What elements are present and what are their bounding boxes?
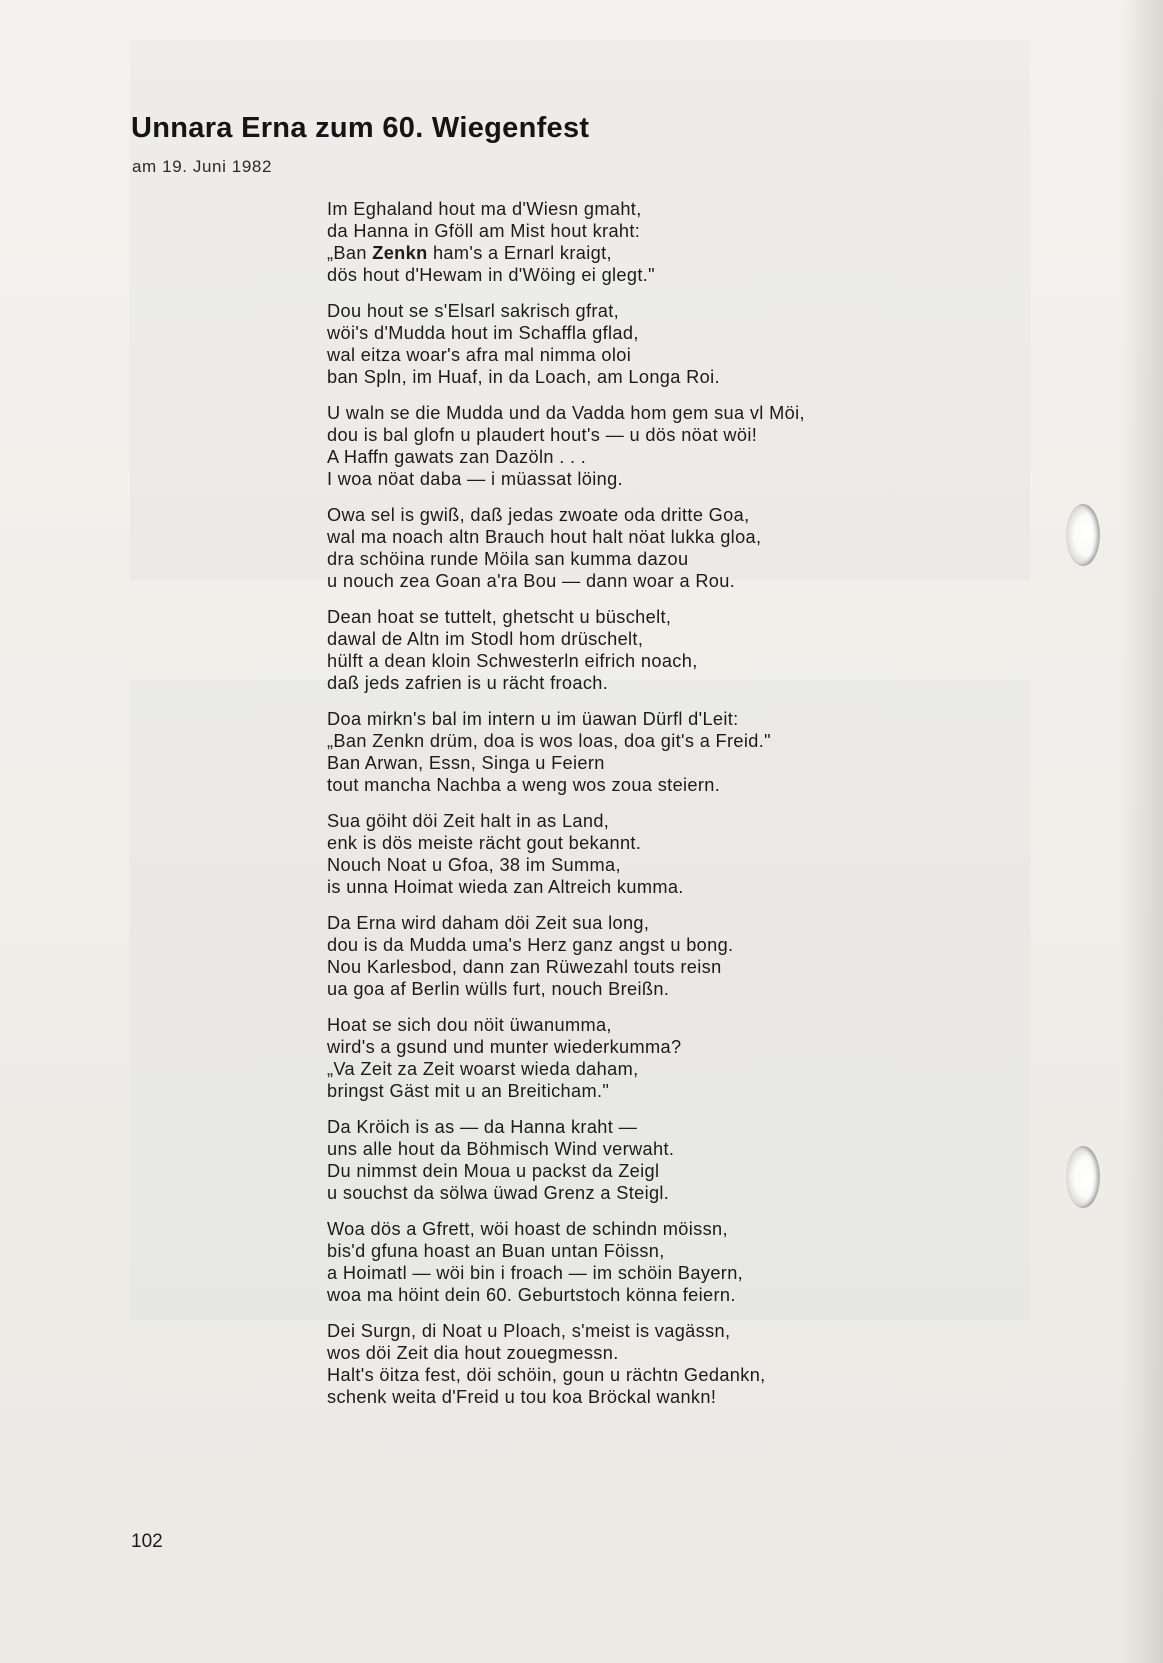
poem-line: bis'd gfuna hoast an Buan untan Föissn, bbox=[327, 1241, 665, 1261]
poem-line: Sua göiht döi Zeit halt in as Land, bbox=[327, 811, 610, 831]
poem-line: Nouch Noat u Gfoa, 38 im Summa, bbox=[327, 855, 621, 875]
poem-line: U waln se die Mudda und da Vadda hom gem sua vl Möi, bbox=[327, 403, 805, 423]
poem-line: „Ban Zenkn drüm, doa is wos loas, doa git's a Freid." bbox=[327, 731, 771, 751]
poem-line: Dei Surgn, di Noat u Ploach, s'meist is vagässn, bbox=[327, 1321, 731, 1341]
poem-line: Da Kröich is as — da Hanna kraht — bbox=[327, 1117, 638, 1137]
poem-line: uns alle hout da Böhmisch Wind verwaht. bbox=[327, 1139, 675, 1159]
poem-line: Dean hoat se tuttelt, ghetscht u büschelt, bbox=[327, 607, 672, 627]
stanza bbox=[327, 1218, 947, 1306]
poem-line: Hoat se sich dou nöit üwanumma, bbox=[327, 1015, 612, 1035]
poem-line: Woa dös a Gfrett, wöi hoast de schindn möissn, bbox=[327, 1219, 728, 1239]
poem-date: am 19. Juni 1982 bbox=[132, 157, 273, 176]
stanza bbox=[327, 198, 947, 286]
poem-line: schenk weita d'Freid u tou koa Bröckal wankn! bbox=[327, 1387, 717, 1407]
stanza bbox=[327, 606, 947, 694]
poem-line: woa ma höint dein 60. Geburtstoch könna feiern. bbox=[327, 1285, 736, 1305]
stanza bbox=[327, 504, 947, 592]
poem-line: u souchst da sölwa üwad Grenz a Steigl. bbox=[327, 1183, 670, 1203]
stanza bbox=[327, 1014, 947, 1102]
poem-line: „Ban Zenkn ham's a Ernarl kraigt, bbox=[327, 243, 612, 263]
poem-line: Nou Karlesbod, dann zan Rüwezahl touts reisn bbox=[327, 957, 722, 977]
poem-line: ban Spln, im Huaf, in da Loach, am Longa Roi. bbox=[327, 367, 720, 387]
poem-line: ua goa af Berlin wülls furt, nouch Breißn. bbox=[327, 979, 670, 999]
poem-line: „Va Zeit za Zeit woarst wieda daham, bbox=[327, 1059, 639, 1079]
poem-line: wal eitza woar's afra mal nimma oloi bbox=[327, 345, 632, 365]
poem-line: Doa mirkn's bal im intern u im üawan Dürfl d'Leit: bbox=[327, 709, 739, 729]
poem-line: da Hanna in Gföll am Mist hout kraht: bbox=[327, 221, 641, 241]
poem-line: is unna Hoimat wieda zan Altreich kumma. bbox=[327, 877, 684, 897]
poem-line: A Haffn gawats zan Dazöln . . . bbox=[327, 447, 587, 467]
poem-line: dou is bal glofn u plaudert hout's — u dös nöat wöi! bbox=[327, 425, 758, 445]
poem-line: Halt's öitza fest, döi schöin, goun u rächtn Gedankn, bbox=[327, 1365, 766, 1385]
poem-line: dou is da Mudda uma's Herz ganz angst u bong. bbox=[327, 935, 734, 955]
poem-title: Unnara Erna zum 60. Wiegenfest bbox=[131, 112, 590, 144]
stanza bbox=[327, 1116, 947, 1204]
stanza bbox=[327, 1320, 947, 1408]
poem-line: a Hoimatl — wöi bin i froach — im schöin Bayern, bbox=[327, 1263, 744, 1283]
poem-line: u nouch zea Goan a'ra Bou — dann woar a Rou. bbox=[327, 571, 736, 591]
poem-line: dra schöina runde Möila san kumma dazou bbox=[327, 549, 689, 569]
poem-line: dawal de Altn im Stodl hom drüschelt, bbox=[327, 629, 644, 649]
poem-line: enk is dös meiste rächt gout bekannt. bbox=[327, 833, 642, 853]
poem-line: daß jeds zafrien is u rächt froach. bbox=[327, 673, 609, 693]
stanza bbox=[327, 300, 947, 388]
poem-line: Da Erna wird daham döi Zeit sua long, bbox=[327, 913, 650, 933]
page-number: 102 bbox=[131, 1531, 163, 1552]
poem-line: hülft a dean kloin Schwesterln eifrich noach, bbox=[327, 651, 698, 671]
stanza bbox=[327, 708, 947, 796]
stanza bbox=[327, 402, 947, 490]
punch-hole-top bbox=[1066, 504, 1100, 566]
poem-line: wird's a gsund und munter wiederkumma? bbox=[327, 1037, 682, 1057]
stanza bbox=[327, 810, 947, 898]
stanza bbox=[327, 912, 947, 1000]
poem-line: I woa nöat daba — i müassat löing. bbox=[327, 469, 623, 489]
poem-line: tout mancha Nachba a weng wos zoua steiern. bbox=[327, 775, 721, 795]
poem-line: Owa sel is gwiß, daß jedas zwoate oda dritte Goa, bbox=[327, 505, 750, 525]
poem-line: wöi's d'Mudda hout im Schaffla gflad, bbox=[327, 323, 639, 343]
poem-line: Dou hout se s'Elsarl sakrisch gfrat, bbox=[327, 301, 620, 321]
punch-hole-bottom bbox=[1066, 1146, 1100, 1208]
poem-line: Ban Arwan, Essn, Singa u Feiern bbox=[327, 753, 605, 773]
poem-line: wos döi Zeit dia hout zouegmessn. bbox=[327, 1343, 619, 1363]
poem-line: dös hout d'Hewam in d'Wöing ei glegt." bbox=[327, 265, 655, 285]
poem-line: bringst Gäst mit u an Breiticham." bbox=[327, 1081, 610, 1101]
poem-body bbox=[327, 198, 947, 1422]
poem-line: Im Eghaland hout ma d'Wiesn gmaht, bbox=[327, 199, 642, 219]
poem-line: Du nimmst dein Moua u packst da Zeigl bbox=[327, 1161, 660, 1181]
poem-line: wal ma noach altn Brauch hout halt nöat lukka gloa, bbox=[327, 527, 762, 547]
